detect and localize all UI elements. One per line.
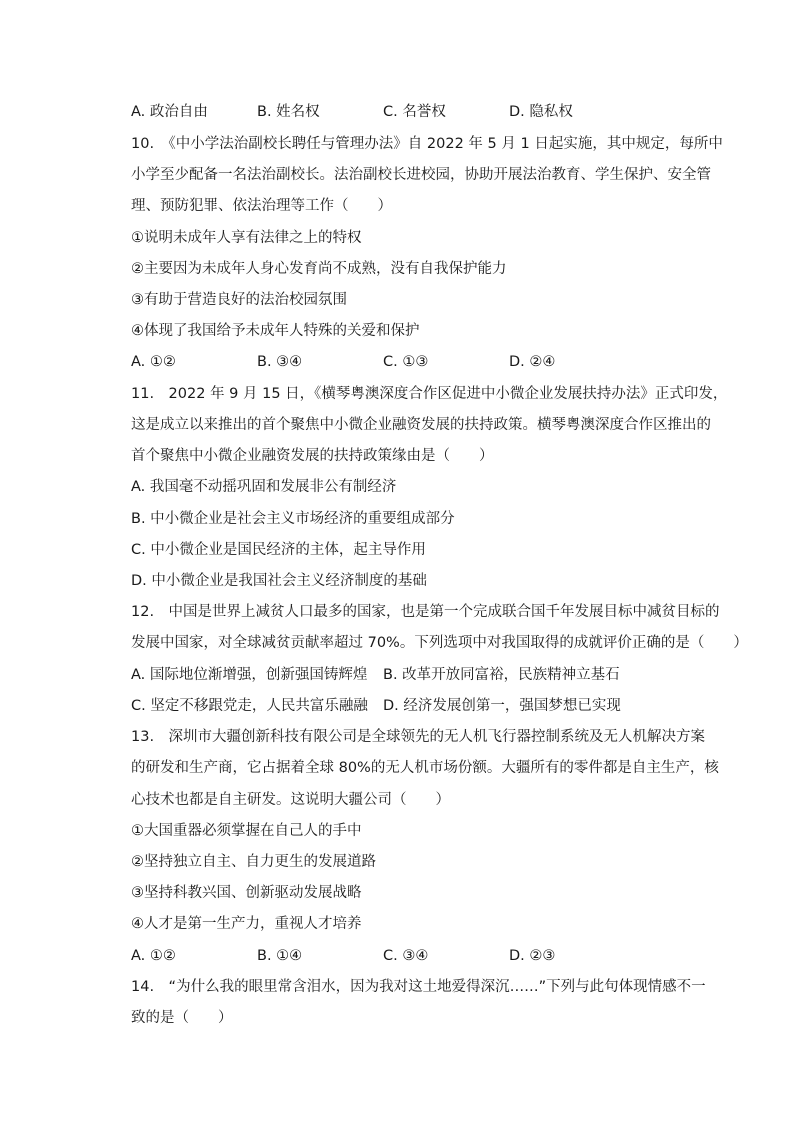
q11-option-c: C. 中小微企业是国民经济的主体，起主导作用 <box>131 542 426 558</box>
q13-stem-line-2: 的研发和生产商，它占据着全球 80%的无人机市场份额。大疆所有的零件都是自主生产，核 <box>131 760 719 776</box>
q12-stem-line-1: 12. 中国是世界上减贫人口最多的国家，也是第一个完成联合国千年发展目标中减贫目标的 <box>131 604 720 620</box>
q14-stem-line-2: 致的是（ ） <box>131 1010 233 1026</box>
q10-statement-3: ③有助于营造良好的法治校园氛围 <box>131 292 347 308</box>
q12-options-row-1 <box>131 665 731 685</box>
option-b: B. ③④ <box>257 354 303 370</box>
q11-option-b: B. 中小微企业是社会主义市场经济的重要组成部分 <box>131 511 455 527</box>
option-a: A. 政治自由 <box>131 104 208 120</box>
q10-stem-line-1: 10. 《中小学法治副校长聘任与管理办法》自 2022 年 5 月 1 日起实施，其中规定，每所中 <box>131 136 723 152</box>
q11-stem-line-2: 这是成立以来推出的首个聚焦中小微企业融资发展的扶持政策。横琴粤澳深度合作区推出的 <box>131 417 711 433</box>
q10-statement-1: ①说明未成年人享有法律之上的特权 <box>131 230 362 246</box>
option-b: B. ①④ <box>257 948 303 964</box>
q12-stem-line-2: 发展中国家，对全球减贫贡献率超过 70%。下列选项中对我国取得的成就评价正确的是（ ） <box>131 635 748 651</box>
q11-option-a: A. 我国毫不动摇巩固和发展非公有制经济 <box>131 479 397 495</box>
option-c: C. 名誉权 <box>383 104 446 120</box>
option-b: B. 姓名权 <box>257 104 320 120</box>
option-c: C. ①③ <box>383 354 429 370</box>
q10-stem-line-3: 理、预防犯罪、依法治理等工作（ ） <box>131 198 392 214</box>
q13-statement-2: ②坚持独立自主、自力更生的发展道路 <box>131 854 376 870</box>
option-d: D. ②③ <box>509 948 556 964</box>
option-a: A. ①② <box>131 354 176 370</box>
q13-statement-1: ①大国重器必须掌握在自己人的手中 <box>131 823 362 839</box>
q14-stem-line-1: 14. “为什么我的眼里常含泪水，因为我对这土地爱得深沉……”下列与此句体现情感不一 <box>131 979 706 995</box>
q10-stem-line-2: 小学至少配备一名法治副校长。法治副校长进校园，协助开展法治教育、学生保护、安全管 <box>131 167 711 183</box>
q10-statement-4: ④体现了我国给予未成年人特殊的关爱和保护 <box>131 323 420 339</box>
option-d: D. 经济发展创第一，强国梦想已实现 <box>383 698 621 714</box>
option-b: B. 改革开放同富裕，民族精神立基石 <box>383 667 620 683</box>
q11-option-d: D. 中小微企业是我国社会主义经济制度的基础 <box>131 573 427 589</box>
q9-options <box>131 102 731 122</box>
q12-options-row-2 <box>131 696 731 716</box>
option-a: A. ①② <box>131 948 176 964</box>
q13-stem-line-1: 13. 深圳市大疆创新科技有限公司是全球领先的无人机飞行器控制系统及无人机解决方案 <box>131 729 706 745</box>
q13-statement-4: ④人才是第一生产力，重视人才培养 <box>131 916 362 932</box>
option-c: C. ③④ <box>383 948 429 964</box>
q13-options <box>131 946 731 966</box>
option-a: A. 国际地位渐增强，创新强国铸辉煌 <box>131 667 368 683</box>
q11-stem-line-1: 11. 2022 年 9 月 15 日，《横琴粤澳深度合作区促进中小微企业发展扶持办法》正式印发， <box>131 386 728 402</box>
option-c: C. 坚定不移跟党走，人民共富乐融融 <box>131 698 368 714</box>
q10-statement-2: ②主要因为未成年人身心发育尚不成熟，没有自我保护能力 <box>131 261 507 277</box>
option-d: D. 隐私权 <box>509 104 573 120</box>
option-d: D. ②④ <box>509 354 556 370</box>
q11-stem-line-3: 首个聚焦中小微企业融资发展的扶持政策缘由是（ ） <box>131 448 494 464</box>
q13-statement-3: ③坚持科教兴国、创新驱动发展战略 <box>131 885 362 901</box>
q10-options <box>131 352 731 372</box>
q13-stem-line-3: 心技术也都是自主研发。这说明大疆公司（ ） <box>131 792 450 808</box>
